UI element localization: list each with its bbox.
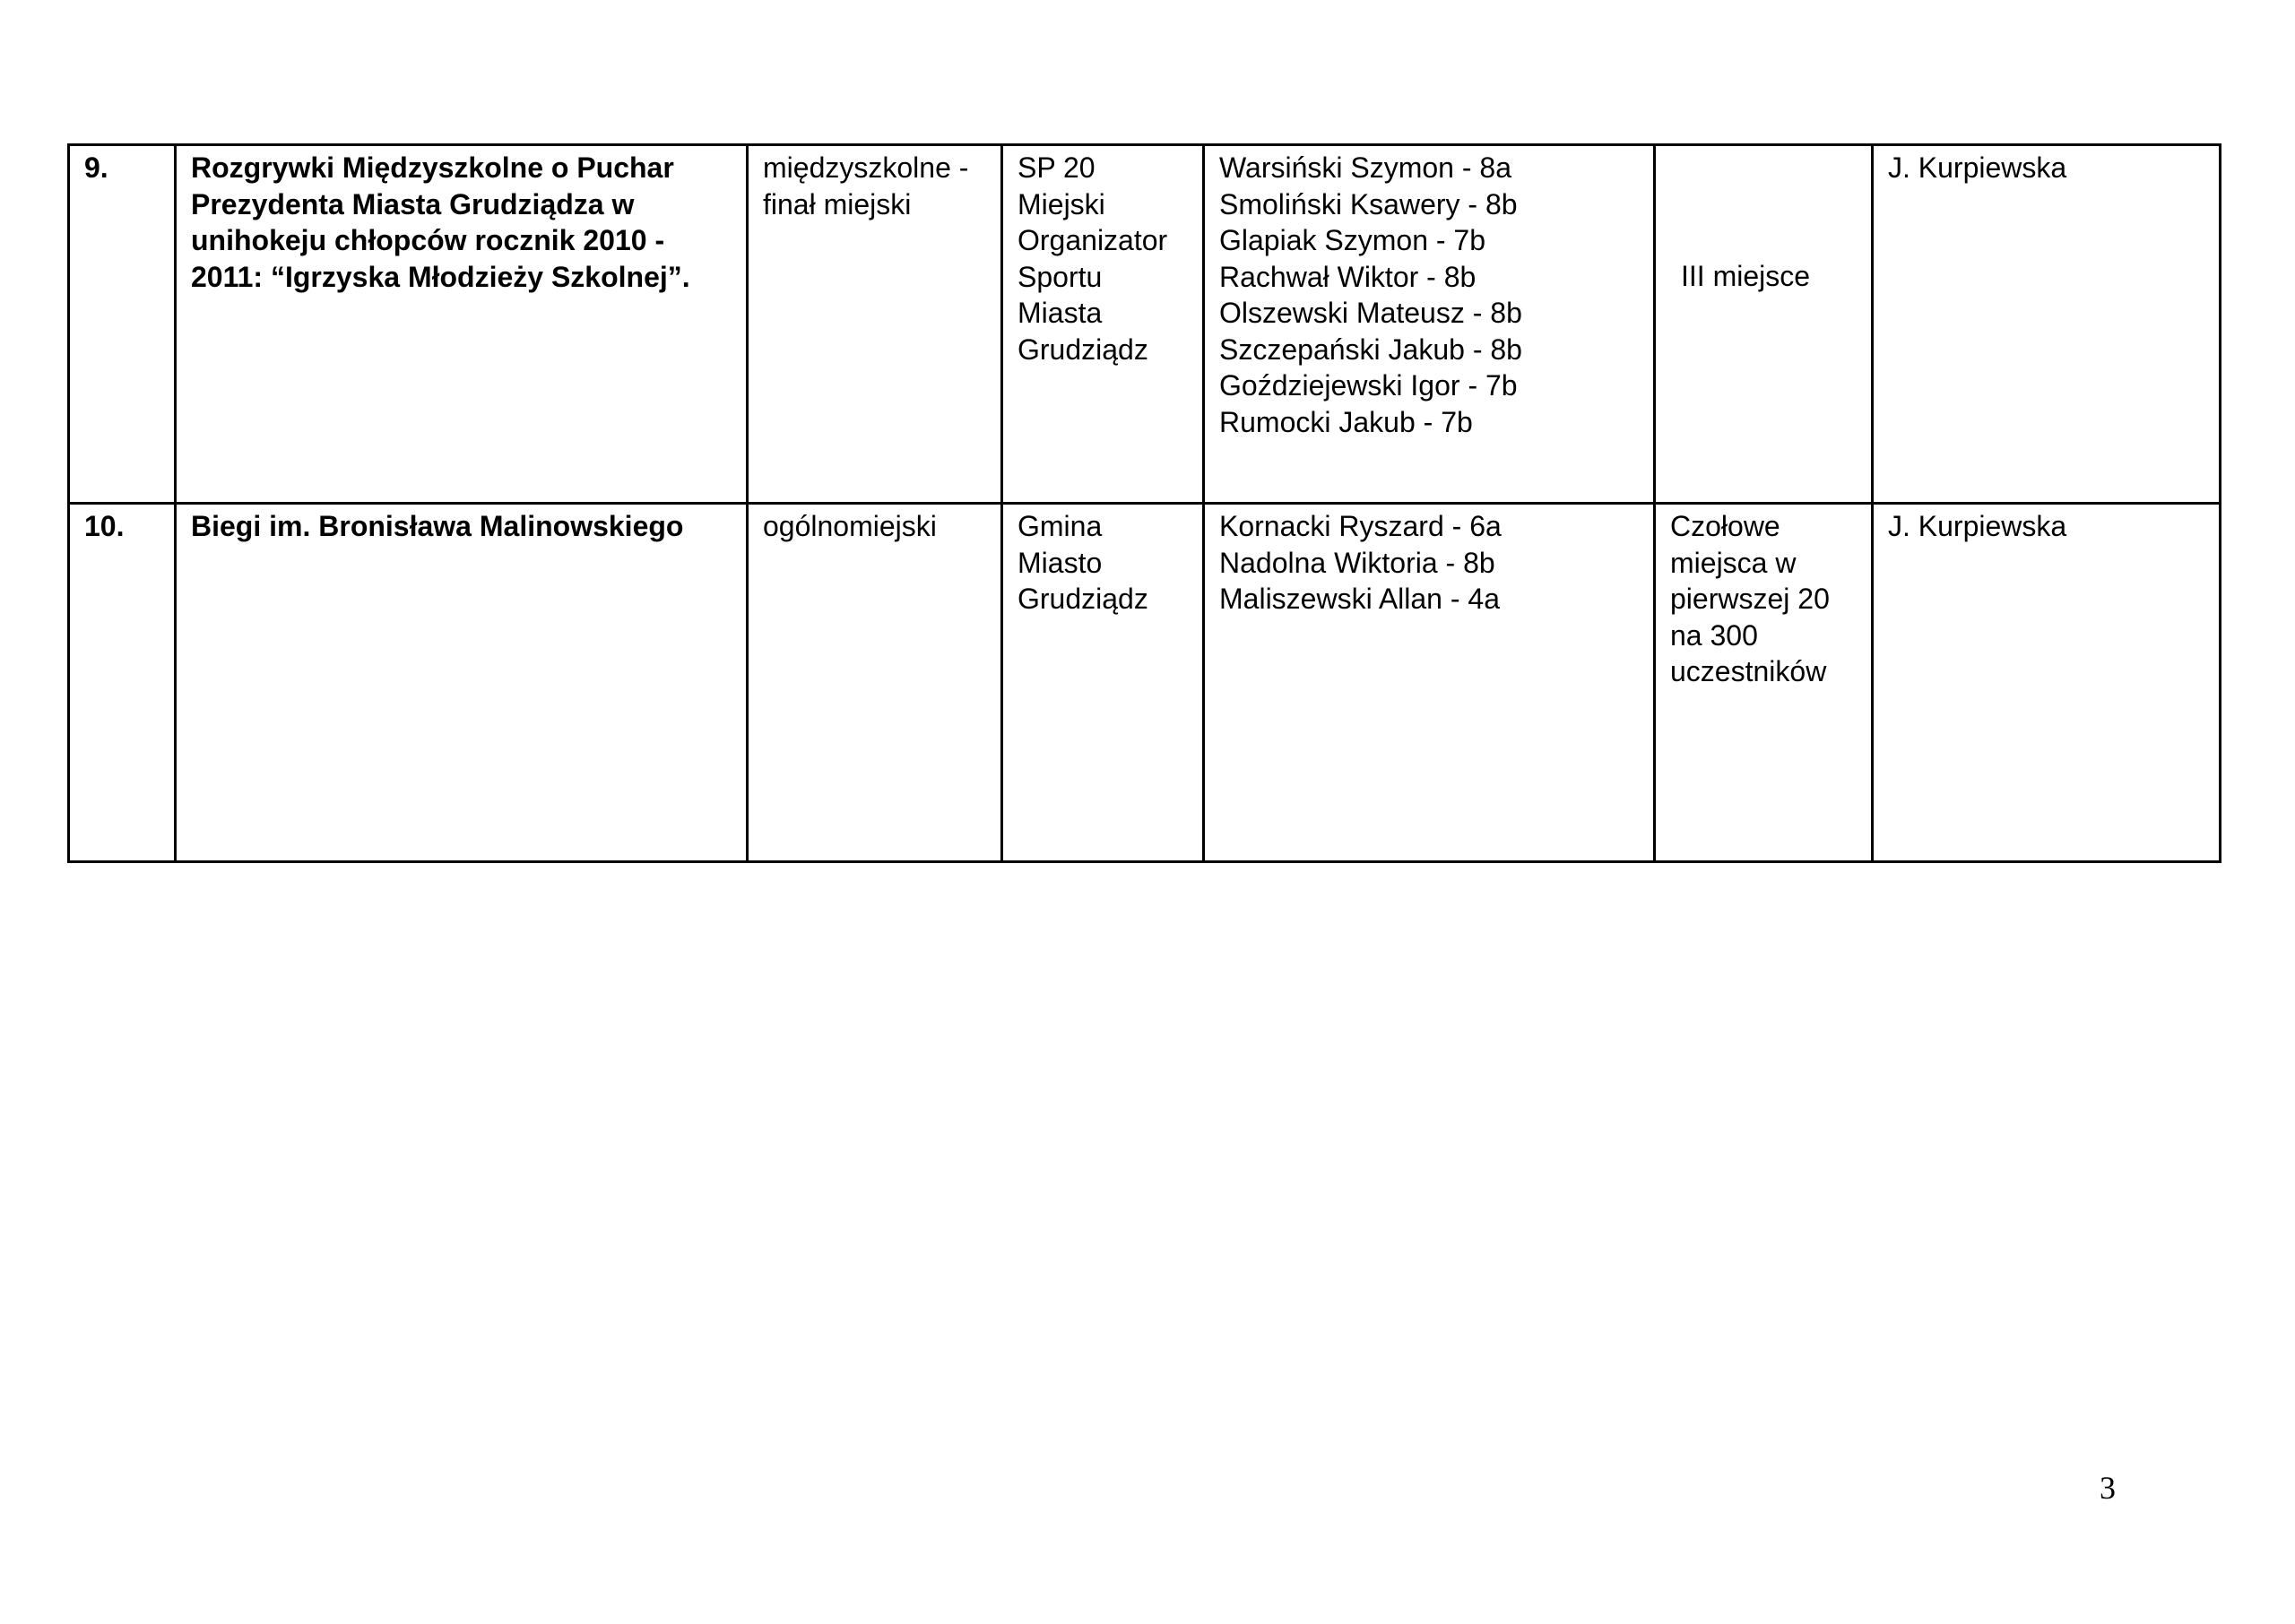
organizer-line: Miasta: [1018, 297, 1103, 329]
organizer-line: Organizator: [1018, 224, 1168, 256]
participant: Maliszewski Allan - 4a: [1219, 583, 1500, 615]
results-table: [67, 143, 2221, 863]
participant: Goździejewski Igor - 7b: [1219, 369, 1518, 402]
competition-name-line: 2011: “Igrzyska Młodzieży Szkolnej”.: [191, 260, 690, 293]
organizer-line: Grudziądz: [1018, 333, 1148, 366]
participant: Nadolna Wiktoria - 8b: [1219, 546, 1495, 579]
competition-name-line: Prezydenta Miasta Grudziądza w: [191, 187, 635, 220]
participant: Kornacki Ryszard - 6a: [1219, 510, 1502, 542]
organizer: [1002, 504, 1204, 862]
competition-level-line: finał miejski: [763, 187, 912, 220]
result-line: miejsca w: [1670, 546, 1797, 579]
participants: [1204, 504, 1655, 862]
participant: Olszewski Mateusz - 8b: [1219, 297, 1522, 329]
competition-name-line: Biegi im. Bronisława Malinowskiego: [191, 510, 684, 542]
page-number: 3: [2100, 1470, 2116, 1506]
organizer-line: Gmina: [1018, 510, 1103, 542]
participant: Rachwał Wiktor - 8b: [1219, 260, 1477, 293]
competition-name: [176, 145, 748, 504]
competition-level-line: międzyszkolne -: [763, 151, 969, 184]
row-number: 10.: [69, 504, 176, 862]
result-line: Czołowe: [1670, 510, 1780, 542]
organizer-line: Grudziądz: [1018, 583, 1148, 615]
participant: Glapiak Szymon - 7b: [1219, 224, 1486, 256]
organizer-line: Sportu: [1018, 260, 1103, 293]
teacher: J. Kurpiewska: [1873, 145, 2221, 504]
teacher: J. Kurpiewska: [1873, 504, 2221, 862]
result: [1655, 504, 1873, 862]
competition-level: [748, 145, 1002, 504]
participant: Warsiński Szymon - 8a: [1219, 151, 1511, 184]
table-row: [69, 145, 2221, 504]
result-text: III miejsce: [1681, 260, 1811, 292]
row-number: 9.: [69, 145, 176, 504]
participant: Smoliński Ksawery - 8b: [1219, 187, 1518, 220]
result-line: na 300: [1670, 618, 1758, 652]
competition-level-line: ogólnomiejski: [763, 510, 937, 542]
result-line: pierwszej 20: [1670, 583, 1830, 615]
participant: Rumocki Jakub - 7b: [1219, 405, 1473, 438]
competition-level: [748, 504, 1002, 862]
participants: [1204, 145, 1655, 504]
competition-name: [176, 504, 748, 862]
competition-name-line: unihokeju chłopców rocznik 2010 -: [191, 224, 665, 256]
table-row: [69, 504, 2221, 862]
organizer-line: SP 20: [1018, 151, 1096, 184]
result: [1655, 145, 1873, 504]
organizer-line: Miasto: [1018, 546, 1103, 579]
participant: Szczepański Jakub - 8b: [1219, 333, 1522, 366]
organizer-line: Miejski: [1018, 187, 1105, 220]
organizer: [1002, 145, 1204, 504]
result-line: uczestników: [1670, 655, 1827, 687]
competition-name-line: Rozgrywki Międzyszkolne o Puchar: [191, 151, 674, 184]
